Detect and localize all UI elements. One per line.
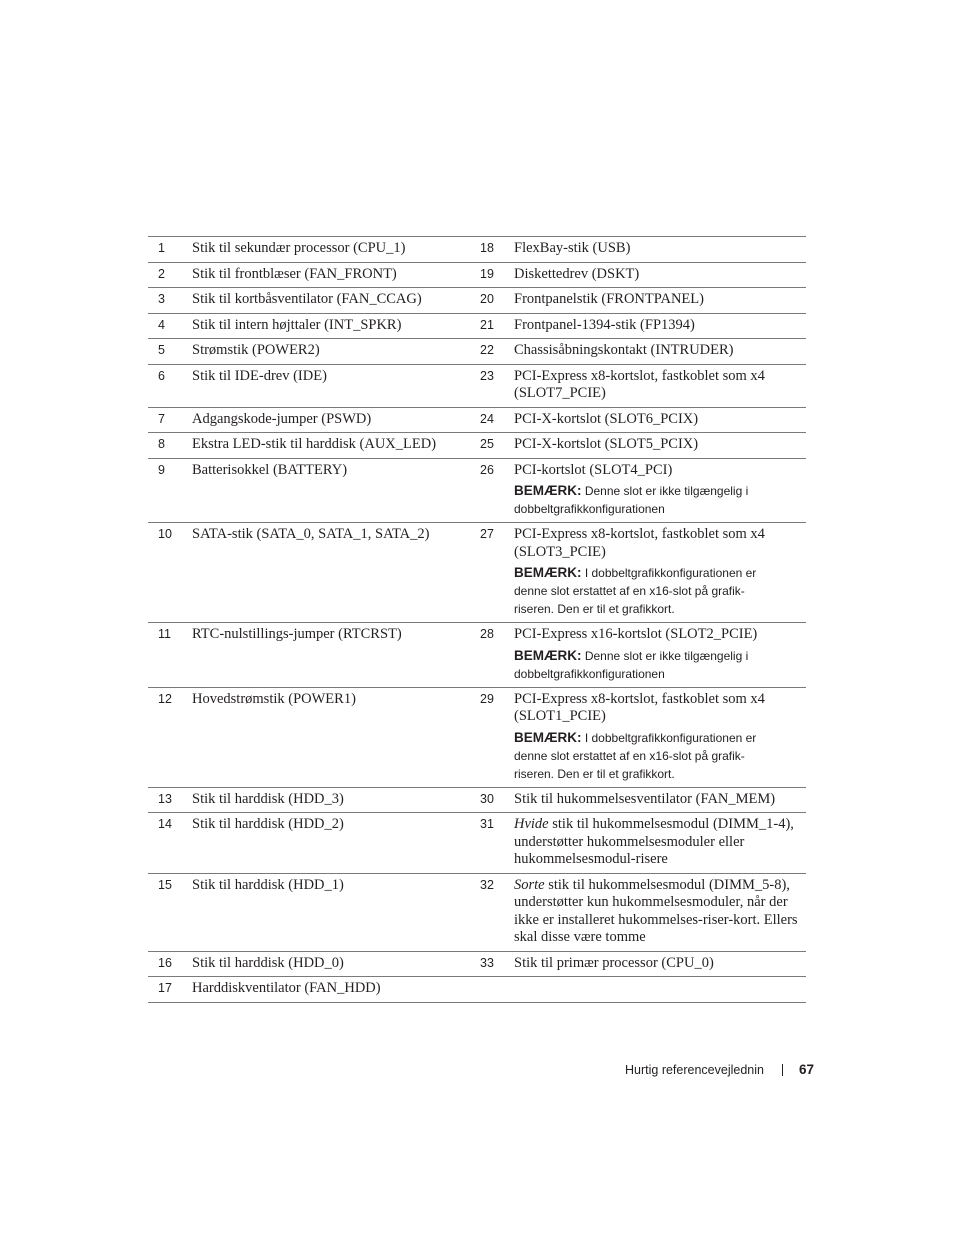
item-text bbox=[514, 411, 798, 429]
table-row bbox=[148, 787, 806, 813]
item-description bbox=[514, 458, 806, 523]
item-number: 3 bbox=[148, 288, 192, 314]
item-description bbox=[514, 237, 806, 263]
item-number: 2 bbox=[148, 262, 192, 288]
item-text bbox=[514, 526, 798, 561]
table-row bbox=[148, 262, 806, 288]
table-row bbox=[148, 407, 806, 433]
item-description bbox=[514, 433, 806, 459]
item-number: 15 bbox=[148, 873, 192, 951]
item-text-body: Chassisåbningskontakt (INTRUDER) bbox=[514, 342, 734, 358]
note bbox=[514, 482, 798, 518]
item-text-body: PCI-Express x8-kortslot, fastkoblet som x4 (SLOT7_PCIE) bbox=[514, 367, 765, 401]
item-number: 29 bbox=[478, 687, 514, 787]
note-text: Denne slot er ikke tilgængelig i dobbeltgrafikkonfigurationen bbox=[514, 648, 749, 681]
item-text-body: Stik til primær processor (CPU_0) bbox=[514, 954, 714, 971]
item-text bbox=[514, 626, 798, 644]
item-number: 7 bbox=[148, 407, 192, 433]
item-text bbox=[514, 291, 798, 309]
connector-reference-table bbox=[148, 236, 806, 1003]
table-row bbox=[148, 977, 806, 1003]
note-label: BEMÆRK: bbox=[514, 647, 582, 663]
item-number: 21 bbox=[478, 313, 514, 339]
item-number: 26 bbox=[478, 458, 514, 523]
item-number: 27 bbox=[478, 523, 514, 623]
item-description: Stik til harddisk (HDD_1) bbox=[192, 873, 478, 951]
item-number: 22 bbox=[478, 339, 514, 365]
item-text bbox=[514, 791, 798, 809]
item-number: 10 bbox=[148, 523, 192, 623]
item-description: Hovedstrømstik (POWER1) bbox=[192, 687, 478, 787]
item-text-body: Frontpanel-1394-stik (FP1394) bbox=[514, 316, 695, 333]
item-number: 25 bbox=[478, 433, 514, 459]
item-number bbox=[478, 977, 514, 1003]
item-number: 19 bbox=[478, 262, 514, 288]
item-text bbox=[514, 240, 798, 258]
item-number: 11 bbox=[148, 623, 192, 688]
note-text: I dobbeltgrafikkonfigurationen er denne slot erstattet af en x16-slot på grafik-riseren. Den er til et grafikkort. bbox=[514, 730, 757, 781]
item-text-body: PCI-Express x8-kortslot, fastkoblet som x4 (SLOT1_PCIE) bbox=[514, 690, 765, 724]
table-row bbox=[148, 523, 806, 623]
item-description: Stik til harddisk (HDD_3) bbox=[192, 787, 478, 813]
note-label: BEMÆRK: bbox=[514, 729, 582, 745]
table-row bbox=[148, 813, 806, 874]
item-text bbox=[514, 342, 798, 360]
item-number: 12 bbox=[148, 687, 192, 787]
item-number: 32 bbox=[478, 873, 514, 951]
item-description: SATA-stik (SATA_0, SATA_1, SATA_2) bbox=[192, 523, 478, 623]
note-label: BEMÆRK: bbox=[514, 483, 582, 498]
item-description: Stik til IDE-drev (IDE) bbox=[192, 364, 478, 407]
table-row bbox=[148, 364, 806, 407]
item-description bbox=[514, 339, 806, 365]
item-text-body: stik til hukommelsesmodul (DIMM_1-4), understøtter hukommelsesmoduler eller hukommelsesmodul-risere bbox=[514, 816, 794, 867]
item-text-body: PCI-X-kortslot (SLOT5_PCIX) bbox=[514, 436, 699, 452]
item-color-word: Sorte bbox=[514, 876, 545, 893]
item-number: 9 bbox=[148, 458, 192, 523]
table-row bbox=[148, 458, 806, 523]
item-text-body: Diskettedrev (DSKT) bbox=[514, 265, 640, 282]
note-label: BEMÆRK: bbox=[514, 565, 582, 580]
item-text-body: PCI-Express x8-kortslot, fastkoblet som x4 (SLOT3_PCIE) bbox=[514, 526, 765, 560]
item-description: Stik til frontblæser (FAN_FRONT) bbox=[192, 262, 478, 288]
item-text-body: PCI-kortslot (SLOT4_PCI) bbox=[514, 461, 673, 478]
item-text-body: FlexBay-stik (USB) bbox=[514, 240, 631, 256]
item-description bbox=[514, 951, 806, 977]
item-number: 17 bbox=[148, 977, 192, 1003]
item-number: 8 bbox=[148, 433, 192, 459]
item-description bbox=[514, 623, 806, 688]
table-row bbox=[148, 951, 806, 977]
item-number: 5 bbox=[148, 339, 192, 365]
item-description bbox=[514, 407, 806, 433]
item-number: 30 bbox=[478, 787, 514, 813]
footer-title: Hurtig referencevejlednin bbox=[625, 1063, 764, 1077]
item-number: 33 bbox=[478, 951, 514, 977]
table-row bbox=[148, 339, 806, 365]
item-description bbox=[514, 288, 806, 314]
table-row bbox=[148, 433, 806, 459]
table-row bbox=[148, 288, 806, 314]
item-description bbox=[514, 523, 806, 623]
page-footer bbox=[625, 1062, 814, 1078]
item-text-body: PCI-X-kortslot (SLOT6_PCIX) bbox=[514, 410, 699, 427]
item-number: 23 bbox=[478, 364, 514, 407]
item-text-body: Stik til hukommelsesventilator (FAN_MEM) bbox=[514, 790, 776, 807]
item-description bbox=[514, 687, 806, 787]
item-number: 1 bbox=[148, 237, 192, 263]
item-description: Ekstra LED-stik til harddisk (AUX_LED) bbox=[192, 433, 478, 459]
item-text bbox=[514, 266, 798, 284]
item-number: 24 bbox=[478, 407, 514, 433]
item-text bbox=[514, 462, 798, 480]
note-text: Denne slot er ikke tilgængelig i dobbeltgrafikkonfigurationen bbox=[514, 484, 749, 516]
item-text bbox=[514, 816, 798, 869]
item-description bbox=[514, 977, 806, 1003]
item-text bbox=[514, 317, 798, 335]
item-description: Strømstik (POWER2) bbox=[192, 339, 478, 365]
item-description: Stik til sekundær processor (CPU_1) bbox=[192, 237, 478, 263]
item-description: Stik til kortbåsventilator (FAN_CCAG) bbox=[192, 288, 478, 314]
note bbox=[514, 647, 798, 683]
table-row bbox=[148, 313, 806, 339]
item-description: Harddiskventilator (FAN_HDD) bbox=[192, 977, 478, 1003]
item-number: 14 bbox=[148, 813, 192, 874]
item-description: Adgangskode-jumper (PSWD) bbox=[192, 407, 478, 433]
note-text: I dobbeltgrafikkonfigurationen er denne slot erstattet af en x16-slot på grafik-riseren. Den er til et grafikkort. bbox=[514, 566, 757, 616]
footer-separator bbox=[782, 1064, 783, 1076]
item-description bbox=[514, 364, 806, 407]
item-number: 28 bbox=[478, 623, 514, 688]
item-description: Stik til intern højttaler (INT_SPKR) bbox=[192, 313, 478, 339]
page-number: 67 bbox=[798, 1062, 814, 1077]
item-number: 18 bbox=[478, 237, 514, 263]
item-description: Stik til harddisk (HDD_2) bbox=[192, 813, 478, 874]
item-description: RTC-nulstillings-jumper (RTCRST) bbox=[192, 623, 478, 688]
item-text-body: Frontpanelstik (FRONTPANEL) bbox=[514, 291, 704, 307]
item-description bbox=[514, 313, 806, 339]
item-text bbox=[514, 877, 798, 947]
item-text bbox=[514, 955, 798, 973]
item-text bbox=[514, 691, 798, 726]
table-row bbox=[148, 687, 806, 787]
item-text-body: PCI-Express x16-kortslot (SLOT2_PCIE) bbox=[514, 626, 758, 642]
item-description bbox=[514, 787, 806, 813]
item-number: 31 bbox=[478, 813, 514, 874]
item-number: 16 bbox=[148, 951, 192, 977]
note bbox=[514, 729, 798, 783]
item-number: 20 bbox=[478, 288, 514, 314]
item-description bbox=[514, 873, 806, 951]
item-text bbox=[514, 368, 798, 403]
item-number: 6 bbox=[148, 364, 192, 407]
table-row bbox=[148, 873, 806, 951]
item-description bbox=[514, 262, 806, 288]
item-text-body: stik til hukommelsesmodul (DIMM_5-8), understøtter kun hukommelsesmoduler, når der ikke er installeret hukommelses-riser-kort. Ellers skal disse være tomme bbox=[514, 876, 798, 945]
item-text bbox=[514, 436, 798, 454]
item-color-word: Hvide bbox=[514, 816, 549, 832]
item-description: Stik til harddisk (HDD_0) bbox=[192, 951, 478, 977]
item-number: 4 bbox=[148, 313, 192, 339]
note bbox=[514, 564, 798, 618]
table-row bbox=[148, 237, 806, 263]
table-row bbox=[148, 623, 806, 688]
item-description: Batterisokkel (BATTERY) bbox=[192, 458, 478, 523]
item-description bbox=[514, 813, 806, 874]
item-number: 13 bbox=[148, 787, 192, 813]
